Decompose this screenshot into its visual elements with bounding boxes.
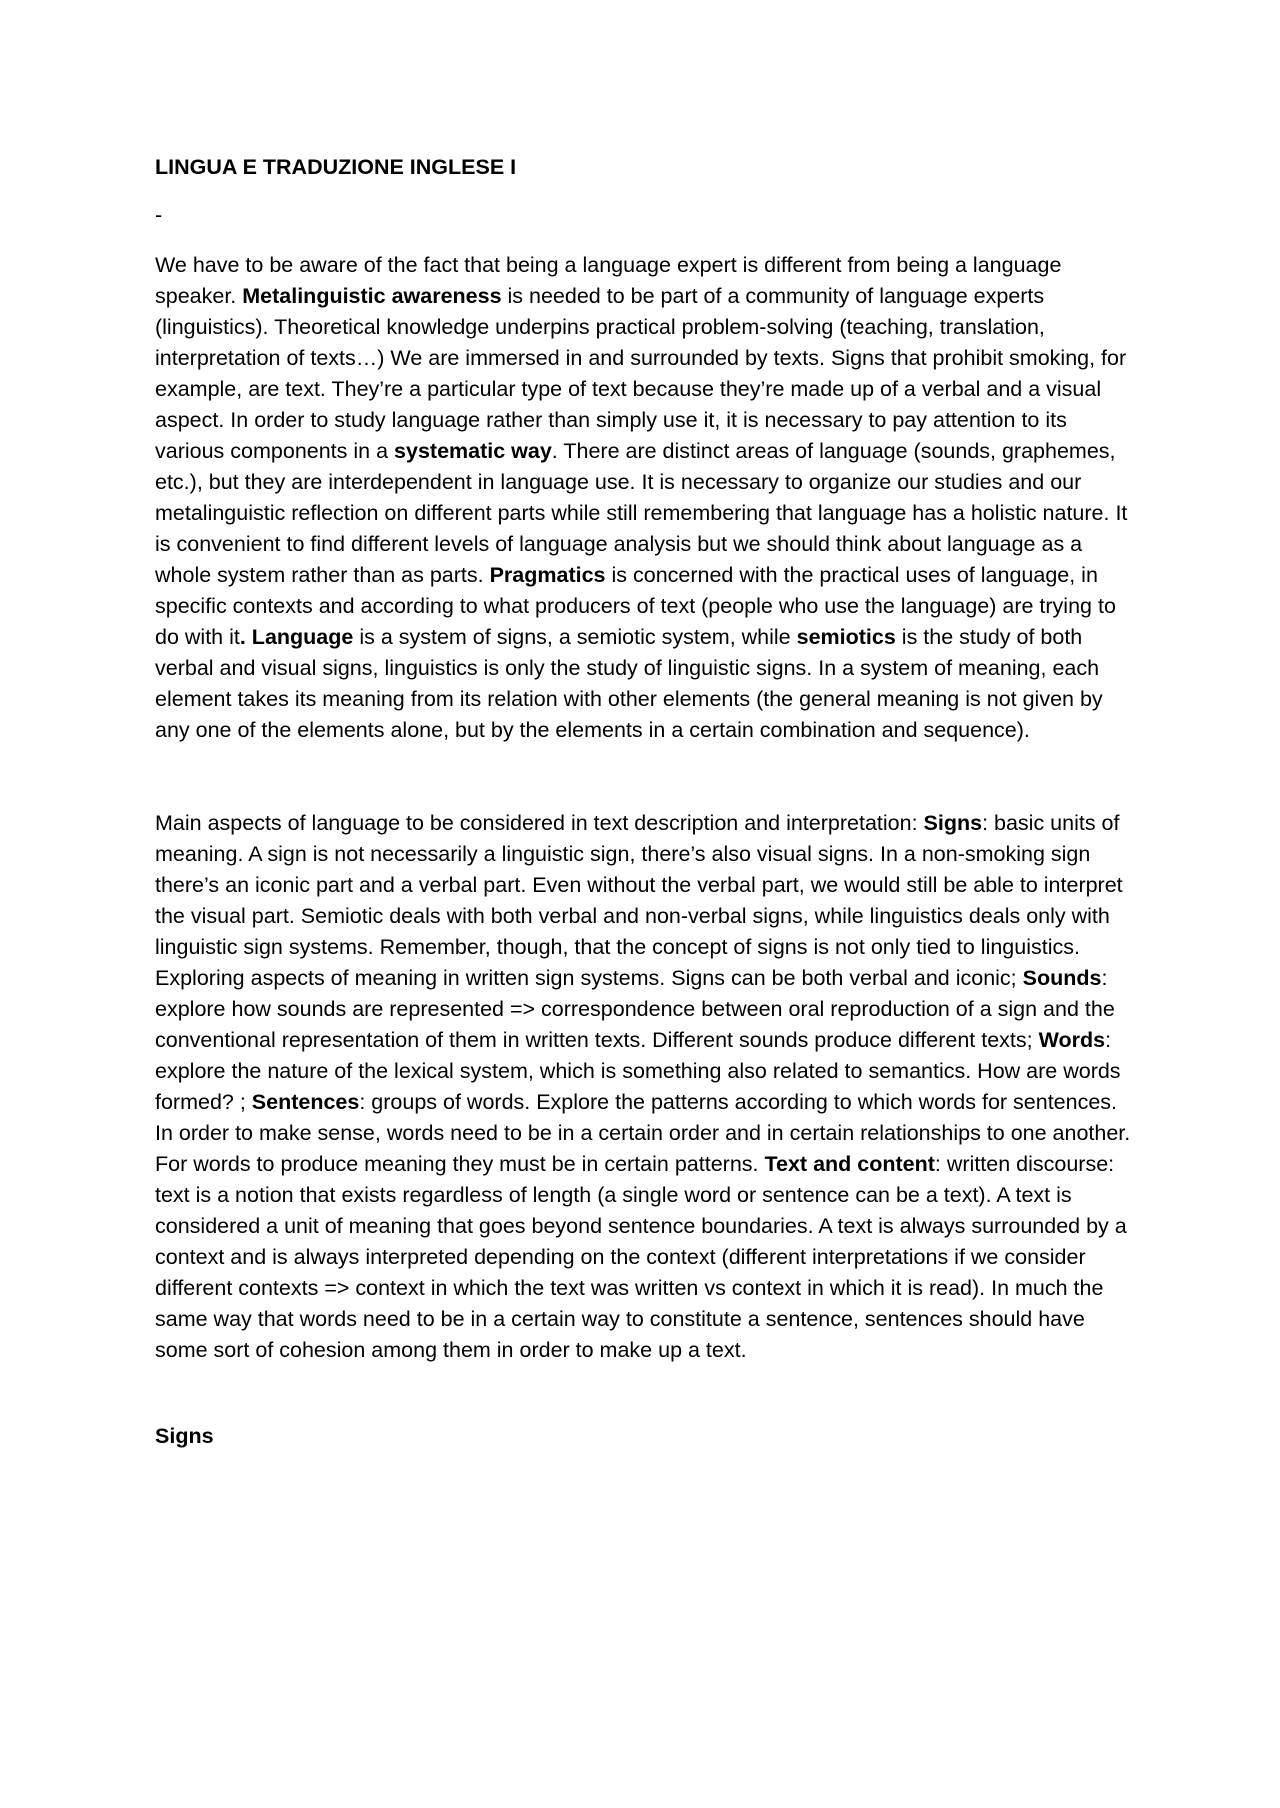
text-run: . There are distinct areas of language (sounds, graphemes, etc.), but they are interdependent in language use. It is necessary to organize our studies and our metalinguistic reflection on different parts while still remembering that language has a holistic nature. It is convenient to find different levels of language analysis but we should think about language as a whole system rather than as parts. [155, 439, 1128, 587]
text-run: : groups of words. Explore the patterns according to which words for sentences. In order to make sense, words need to be in a certain order and in certain relationships to one another. For words to produce meaning they must be in certain patterns. [155, 1090, 1131, 1176]
bold-term: Words [1038, 1028, 1106, 1052]
document-title: LINGUA E TRADUZIONE INGLESE I [155, 155, 517, 179]
bold-term: Metalinguistic awareness [242, 284, 502, 308]
paragraph-intro [155, 250, 1135, 746]
bold-term: . Language [239, 625, 354, 649]
section-heading-signs: Signs [155, 1424, 214, 1448]
bold-term: Signs [923, 811, 983, 835]
text-run: is a system of signs, a semiotic system, while [353, 625, 797, 649]
bold-term: systematic way [394, 439, 552, 463]
text-run: is the study of both verbal and visual signs, linguistics is only the study of linguistic signs. In a system of meaning, each element takes its meaning from its relation with other elements (the general meaning is not given by any one of the elements alone, but by the elements in a certain combination and sequence). [155, 625, 1103, 742]
text-run: : basic units of meaning. A sign is not necessarily a linguistic sign, there’s also visual signs. In a non-smoking sign there’s an iconic part and a verbal part. Even without the verbal part, we would still be able to interpret the visual part. Semiotic deals with both verbal and non-verbal signs, while linguistics deals only with linguistic sign systems. Remember, though, that the concept of signs is not only tied to linguistics. Exploring aspects of meaning in written sign systems. Signs can be both verbal and iconic; [155, 811, 1123, 990]
bold-term: Sounds [1022, 966, 1102, 990]
text-run: We have to be aware of the fact that being a language expert is different from being a language speaker. [155, 253, 1062, 308]
text-run: is concerned with the practical uses of language, in specific contexts and according to what producers of text (people who use the language) are trying to do with it [155, 563, 1116, 649]
text-run: : explore how sounds are represented => correspondence between oral reproduction of a sign and the conventional representation of them in written texts. Different sounds produce different texts; [155, 966, 1115, 1052]
bold-term: semiotics [796, 625, 896, 649]
text-run: is needed to be part of a community of language experts (linguistics). Theoretical knowledge underpins practical problem-solving (teaching, translation, interpretation of texts…) We are immersed in and surrounded by texts. Signs that prohibit smoking, for example, are text. They’re a particular type of text because they’re made up of a verbal and a visual aspect. In order to study language rather than simply use it, it is necessary to pay attention to its various components in a [155, 284, 1127, 463]
text-run: Main aspects of language to be considered in text description and interpretation: [155, 811, 924, 835]
text-run: : explore the nature of the lexical system, which is something also related to semantics. How are words formed? ; [155, 1028, 1121, 1114]
bold-term: Sentences [251, 1090, 360, 1114]
text-run: : written discourse: text is a notion that exists regardless of length (a single word or sentence can be a text). A text is considered a unit of meaning that goes beyond sentence boundaries. A text is always surrounded by a context and is always interpreted depending on the context (different interpretations if we consider different contexts => context in which the text was written vs context in which it is read). In much the same way that words need to be in a certain way to constitute a sentence, sentences should have some sort of cohesion among them in order to make up a text. [155, 1152, 1127, 1362]
separator: - [155, 203, 163, 227]
paragraph-main-aspects [155, 808, 1135, 1366]
document-body [155, 152, 1135, 1452]
bold-term: Text and content [764, 1152, 935, 1176]
bold-term: Pragmatics [489, 563, 606, 587]
